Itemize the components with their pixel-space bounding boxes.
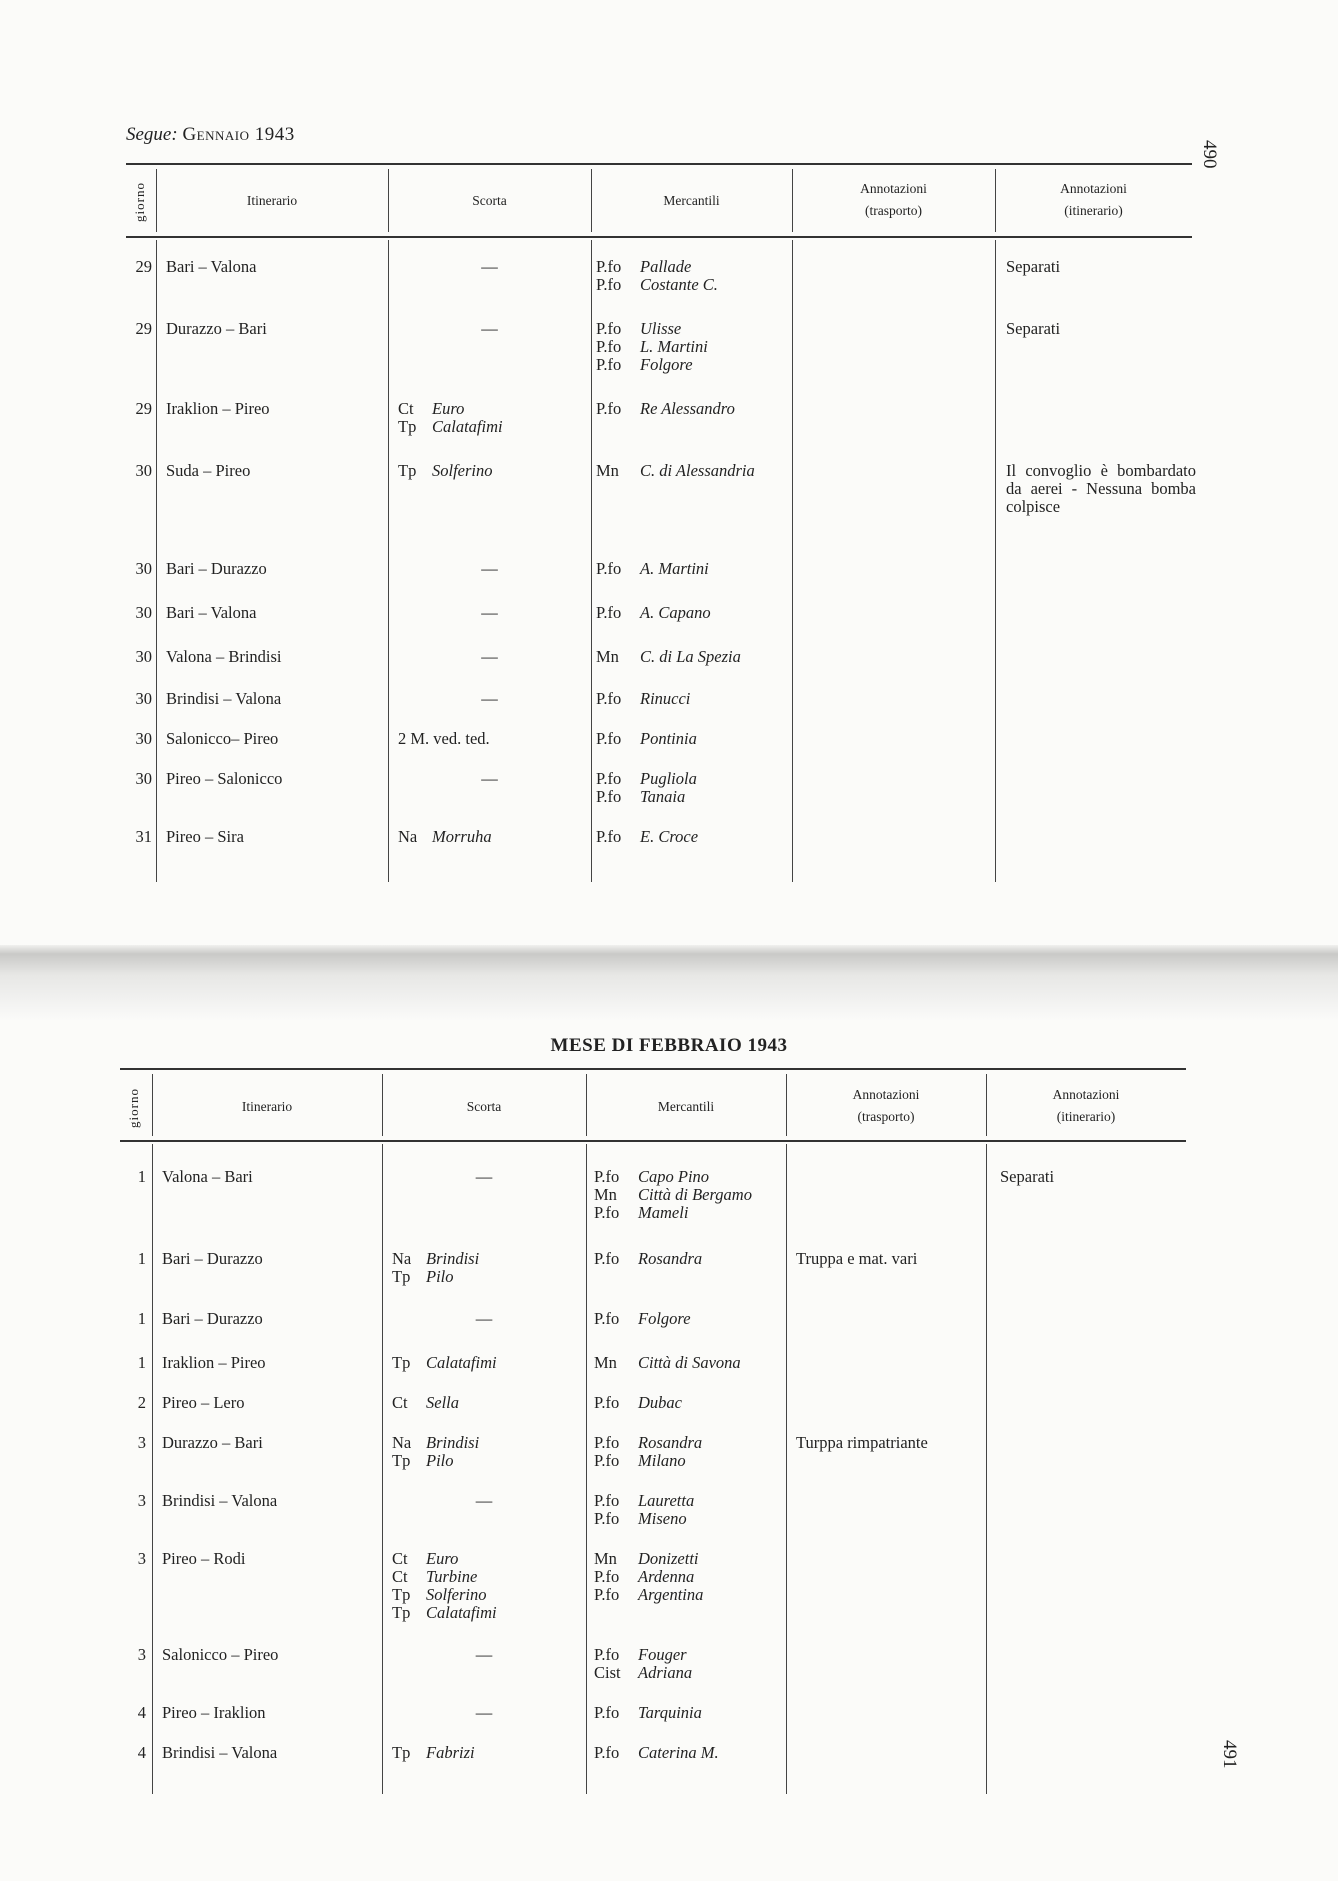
cell-itinerario: Iraklion – Pireo: [162, 1353, 266, 1372]
mercantile-line: [596, 462, 755, 480]
header-mercantili: Mercantili: [657, 1099, 715, 1114]
ship-type: P.fo: [596, 559, 622, 578]
mercantile-line: [594, 1250, 702, 1268]
mercantile-line: [596, 320, 708, 338]
ship-type: P.fo: [594, 1433, 620, 1452]
header-annotazioni-itinerario: [986, 1084, 1186, 1128]
ship-type: Ct: [392, 1567, 408, 1586]
mercantile-line: [596, 788, 697, 806]
ship-name: Mameli: [638, 1203, 689, 1222]
cell-giorno: 30: [135, 603, 152, 622]
ship-type: P.fo: [594, 1509, 620, 1528]
cell-giorno: 30: [135, 769, 152, 788]
mercantile-line: [596, 338, 708, 356]
ship-type: P.fo: [596, 355, 622, 374]
cell-giorno: 30: [135, 461, 152, 480]
cell-giorno: 4: [137, 1703, 146, 1722]
mercantile-line: [594, 1646, 692, 1664]
cell-itinerario: Pireo – Sira: [166, 827, 244, 846]
cell-itinerario: Brindisi – Valona: [162, 1491, 278, 1510]
cell-scorta-dash: —: [481, 603, 498, 622]
scorta-line: [392, 1744, 475, 1762]
column-divider: [792, 240, 793, 882]
mercantile-line: [594, 1550, 703, 1568]
cell-scorta: [392, 1394, 459, 1412]
cell-mercantili: [594, 1492, 694, 1528]
ship-type: P.fo: [594, 1703, 620, 1722]
cell-scorta: [398, 730, 490, 748]
column-divider: [786, 1144, 787, 1794]
ship-type: Ct: [392, 1549, 408, 1568]
cell-mercantili: [596, 648, 741, 666]
header-annotazioni-trasporto: [786, 1084, 986, 1128]
cell-giorno: 29: [135, 399, 152, 418]
mercantile-line: [594, 1664, 692, 1682]
ship-name: Fouger: [638, 1645, 687, 1664]
table-top-rule: [120, 1068, 1186, 1070]
ship-name: Milano: [638, 1451, 686, 1470]
scorta-line: [392, 1394, 459, 1412]
column-divider: [586, 1144, 587, 1794]
cell-giorno: 1: [137, 1249, 146, 1268]
ship-type: Tp: [392, 1267, 411, 1286]
ship-type: Tp: [392, 1353, 411, 1372]
ship-type: P.fo: [594, 1309, 620, 1328]
ship-type: P.fo: [596, 603, 622, 622]
cell-giorno: 3: [137, 1491, 146, 1510]
cell-mercantili: [596, 604, 711, 622]
cell-itinerario: Salonicco – Pireo: [162, 1645, 279, 1664]
ship-name: Rosandra: [638, 1249, 703, 1268]
ship-name: Adriana: [638, 1663, 693, 1682]
ship-name: Brindisi: [426, 1249, 480, 1268]
header-annotazioni-itinerario: [995, 178, 1192, 222]
ship-type: Na: [398, 827, 418, 846]
ship-type: P.fo: [594, 1645, 620, 1664]
cell-mercantili: [594, 1168, 752, 1222]
cell-giorno: 3: [137, 1549, 146, 1568]
running-head-segue: Segue:: [126, 124, 178, 145]
scorta-line: [392, 1550, 497, 1568]
cell-itinerario: Valona – Brindisi: [166, 647, 282, 666]
header-mercantili: Mercantili: [663, 193, 720, 208]
ship-type: P.fo: [596, 827, 622, 846]
running-head-month: Gennaio 1943: [182, 124, 295, 145]
ship-type: P.fo: [594, 1167, 620, 1186]
mercantile-line: [594, 1492, 694, 1510]
header-annotazioni-trasporto-line: Annotazioni: [860, 181, 927, 196]
scorta-line: [398, 828, 492, 846]
ship-type: Mn: [594, 1353, 617, 1372]
page-number-bottom: 491: [1219, 1740, 1240, 1769]
cell-annotazioni-trasporto: Truppa e mat. vari: [796, 1249, 918, 1268]
mercantile-line: [596, 648, 741, 666]
cell-itinerario: Suda – Pireo: [166, 461, 251, 480]
cell-mercantili: [594, 1394, 682, 1412]
cell-giorno: 1: [137, 1353, 146, 1372]
cell-giorno: 30: [135, 689, 152, 708]
cell-mercantili: [596, 730, 697, 748]
cell-mercantili: [596, 770, 697, 806]
ship-name: Fabrizi: [426, 1743, 475, 1762]
ship-type: P.fo: [594, 1491, 620, 1510]
ship-type: P.fo: [594, 1585, 620, 1604]
scorta-line: [392, 1604, 497, 1622]
ship-name: A. Martini: [640, 559, 709, 578]
mercantile-line: [596, 356, 708, 374]
ship-type: P.fo: [594, 1203, 620, 1222]
header-scorta: Scorta: [466, 1099, 502, 1114]
cell-mercantili: [594, 1434, 702, 1470]
scorta-line: [392, 1452, 479, 1470]
cell-annotazioni-itinerario: Separati: [1006, 319, 1061, 338]
cell-mercantili: [594, 1744, 719, 1762]
mercantile-line: [594, 1568, 703, 1586]
cell-giorno: 3: [137, 1645, 146, 1664]
cell-annotazioni-itinerario: Il convoglio è bombardato da aerei - Nessuna bomba colpisce: [1006, 461, 1196, 516]
header-annotazioni-itinerario-line: Annotazioni: [1060, 181, 1127, 196]
ship-type: Na: [392, 1433, 412, 1452]
ship-name: Donizetti: [638, 1549, 699, 1568]
cell-scorta: [392, 1250, 479, 1286]
header-annotazioni-trasporto: [792, 178, 995, 222]
cell-itinerario: Bari – Durazzo: [162, 1249, 263, 1268]
cell-scorta: [392, 1550, 497, 1622]
ship-name: Pontinia: [640, 729, 697, 748]
scorta-line: [398, 462, 493, 480]
ship-name: Città di Bergamo: [638, 1185, 752, 1204]
cell-scorta-dash: —: [481, 559, 498, 578]
scorta-line: [392, 1250, 479, 1268]
ship-name: Lauretta: [638, 1491, 695, 1510]
cell-scorta-dash: —: [481, 769, 498, 788]
cell-itinerario: Durazzo – Bari: [162, 1433, 263, 1452]
ship-name: Sella: [426, 1393, 459, 1412]
ship-name: C. di Alessandria: [640, 461, 755, 480]
ship-name: Rosandra: [638, 1433, 703, 1452]
ship-name: Tanaia: [640, 787, 686, 806]
cell-giorno: 29: [135, 319, 152, 338]
ship-name: Calatafimi: [426, 1353, 497, 1372]
cell-giorno: 1: [137, 1167, 146, 1186]
ship-name: C. di La Spezia: [640, 647, 741, 666]
cell-itinerario: Brindisi – Valona: [166, 689, 282, 708]
header-bottom-rule: [120, 1140, 1186, 1142]
cell-itinerario: Brindisi – Valona: [162, 1743, 278, 1762]
scorta-line: [398, 418, 503, 436]
cell-itinerario: Bari – Valona: [166, 257, 257, 276]
ship-name: Calatafimi: [432, 417, 503, 436]
ship-type: Tp: [392, 1743, 411, 1762]
cell-mercantili: [596, 560, 709, 578]
ship-type: Tp: [392, 1603, 411, 1622]
cell-mercantili: [594, 1704, 702, 1722]
ship-type: Na: [392, 1249, 412, 1268]
header-giorno: giorno: [132, 182, 147, 222]
ship-name: Folgore: [638, 1309, 691, 1328]
escort-text: 2 M. ved. ted.: [398, 729, 490, 748]
cell-scorta: [398, 828, 492, 846]
cell-annotazioni-itinerario: Separati: [1000, 1167, 1055, 1186]
column-divider: [152, 1144, 153, 1794]
cell-mercantili: [594, 1550, 703, 1604]
cell-itinerario: Pireo – Iraklion: [162, 1703, 266, 1722]
column-divider: [591, 240, 592, 882]
ship-name: Pugliola: [640, 769, 697, 788]
header-itinerario: Itinerario: [246, 193, 298, 208]
ship-type: Ct: [392, 1393, 408, 1412]
cell-itinerario: Bari – Valona: [166, 603, 257, 622]
ship-type: Tp: [398, 417, 417, 436]
mercantile-line: [594, 1354, 741, 1372]
ship-name: Dubac: [638, 1393, 682, 1412]
ship-type: P.fo: [596, 769, 622, 788]
cell-scorta: [398, 462, 493, 480]
header-bottom-rule: [126, 236, 1192, 238]
ship-name: Argentina: [638, 1585, 704, 1604]
ship-type: Mn: [596, 461, 619, 480]
cell-itinerario: Iraklion – Pireo: [166, 399, 270, 418]
cell-itinerario: Durazzo – Bari: [166, 319, 267, 338]
page-number-top: 490: [1199, 140, 1220, 169]
table-top-rule: [126, 163, 1192, 165]
cell-giorno: 3: [137, 1433, 146, 1452]
cell-giorno: 4: [137, 1743, 146, 1762]
cell-giorno: 30: [135, 559, 152, 578]
header-annotazioni-trasporto-line: (trasporto): [865, 203, 922, 218]
cell-itinerario: Pireo – Rodi: [162, 1549, 246, 1568]
cell-scorta: [398, 400, 503, 436]
mercantile-line: [596, 770, 697, 788]
cell-giorno: 30: [135, 729, 152, 748]
ship-name: Pilo: [426, 1451, 454, 1470]
scorta-line: [392, 1354, 497, 1372]
column-divider: [382, 1144, 383, 1794]
ship-type: Mn: [596, 647, 619, 666]
mercantile-line: [594, 1586, 703, 1604]
ship-name: Rinucci: [640, 689, 691, 708]
ship-name: Euro: [432, 399, 465, 418]
header-annotazioni-itinerario-line: (itinerario): [1064, 203, 1123, 218]
ship-name: Ardenna: [638, 1567, 695, 1586]
ship-type: P.fo: [596, 729, 622, 748]
cell-annotazioni-trasporto: Turppa rimpatriante: [796, 1433, 928, 1452]
ship-type: P.fo: [596, 337, 622, 356]
mercantile-line: [596, 400, 735, 418]
header-annotazioni-trasporto-line: Annotazioni: [852, 1087, 920, 1102]
ship-type: P.fo: [596, 319, 622, 338]
scorta-line: [392, 1434, 479, 1452]
cell-itinerario: Pireo – Lero: [162, 1393, 245, 1412]
ship-type: Tp: [398, 461, 417, 480]
ship-name: Calatafimi: [426, 1603, 497, 1622]
ship-name: Capo Pino: [638, 1167, 710, 1186]
ship-type: Tp: [392, 1451, 411, 1470]
scorta-line: [398, 730, 490, 748]
cell-scorta-dash: —: [481, 319, 498, 338]
cell-mercantili: [596, 258, 718, 294]
cell-scorta-dash: —: [481, 647, 498, 666]
cell-mercantili: [596, 320, 708, 374]
ship-name: Miseno: [638, 1509, 687, 1528]
month-title: MESE DI FEBBRAIO 1943: [550, 1035, 788, 1056]
mercantile-line: [596, 560, 709, 578]
ship-name: A. Capano: [640, 603, 711, 622]
ship-type: P.fo: [596, 689, 622, 708]
header-annotazioni-itinerario-line: Annotazioni: [1052, 1087, 1120, 1102]
ship-type: Tp: [392, 1585, 411, 1604]
ship-name: Turbine: [426, 1567, 478, 1586]
cell-scorta-dash: —: [475, 1645, 493, 1664]
ship-type: P.fo: [594, 1451, 620, 1470]
scorta-line: [392, 1268, 479, 1286]
cell-scorta-dash: —: [475, 1309, 493, 1328]
header-giorno: giorno: [126, 1088, 141, 1128]
cell-mercantili: [596, 690, 690, 708]
cell-giorno: 30: [135, 647, 152, 666]
ship-type: P.fo: [596, 275, 622, 294]
ship-name: Caterina M.: [638, 1743, 719, 1762]
mercantile-line: [594, 1394, 682, 1412]
mercantile-line: [594, 1744, 719, 1762]
ship-type: Mn: [594, 1185, 617, 1204]
running-head: [126, 124, 295, 146]
ship-name: Re Alessandro: [640, 399, 735, 418]
cell-giorno: 29: [135, 257, 152, 276]
cell-mercantili: [596, 400, 735, 418]
mercantile-line: [594, 1452, 702, 1470]
cell-mercantili: [594, 1354, 741, 1372]
ship-type: Ct: [398, 399, 414, 418]
cell-scorta: [392, 1744, 475, 1762]
column-divider: [986, 1144, 987, 1794]
header-annotazioni-trasporto-line: (trasporto): [857, 1109, 915, 1124]
ship-name: E. Croce: [640, 827, 699, 846]
cell-annotazioni-itinerario: Separati: [1006, 257, 1061, 276]
ship-name: Folgore: [640, 355, 693, 374]
cell-giorno: 2: [137, 1393, 146, 1412]
ship-name: Pilo: [426, 1267, 454, 1286]
ship-name: Brindisi: [426, 1433, 480, 1452]
ship-type: P.fo: [596, 257, 622, 276]
page-fold-shadow: [0, 945, 1338, 1020]
cell-mercantili: [596, 828, 698, 846]
ship-name: Solferino: [426, 1585, 487, 1604]
header-annotazioni-itinerario-line: (itinerario): [1056, 1109, 1116, 1124]
ship-type: P.fo: [596, 787, 622, 806]
mercantile-line: [594, 1204, 752, 1222]
ship-type: P.fo: [594, 1249, 620, 1268]
scorta-line: [392, 1568, 497, 1586]
mercantile-line: [594, 1186, 752, 1204]
scorta-line: [392, 1586, 497, 1604]
ship-name: Pallade: [640, 257, 692, 276]
ship-type: Mn: [594, 1549, 617, 1568]
header-scorta: Scorta: [472, 193, 507, 208]
cell-itinerario: Salonicco– Pireo: [166, 729, 279, 748]
mercantile-line: [596, 604, 711, 622]
ship-type: P.fo: [594, 1567, 620, 1586]
ship-type: P.fo: [594, 1393, 620, 1412]
cell-mercantili: [594, 1646, 692, 1682]
header-itinerario: Itinerario: [241, 1099, 293, 1114]
cell-itinerario: Bari – Durazzo: [162, 1309, 263, 1328]
cell-itinerario: Bari – Durazzo: [166, 559, 267, 578]
cell-scorta-dash: —: [475, 1167, 493, 1186]
ship-name: Città di Savona: [638, 1353, 741, 1372]
ship-name: Solferino: [432, 461, 493, 480]
ship-type: P.fo: [594, 1743, 620, 1762]
cell-giorno: 31: [135, 827, 152, 846]
column-divider: [995, 240, 996, 882]
cell-giorno: 1: [137, 1309, 146, 1328]
mercantile-line: [594, 1434, 702, 1452]
ship-name: Euro: [426, 1549, 459, 1568]
ship-name: Morruha: [432, 827, 492, 846]
cell-itinerario: Valona – Bari: [162, 1167, 253, 1186]
ship-name: Ulisse: [640, 319, 682, 338]
ship-name: L. Martini: [640, 337, 708, 356]
cell-scorta: [392, 1434, 479, 1470]
cell-scorta: [392, 1354, 497, 1372]
mercantile-line: [596, 258, 718, 276]
scorta-line: [398, 400, 503, 418]
ship-type: Cist: [594, 1663, 621, 1682]
mercantile-line: [596, 828, 698, 846]
cell-scorta-dash: —: [481, 257, 498, 276]
ship-name: Costante C.: [640, 275, 718, 294]
mercantile-line: [596, 690, 690, 708]
cell-scorta-dash: —: [475, 1491, 493, 1510]
column-divider: [156, 240, 157, 882]
mercantile-line: [594, 1704, 702, 1722]
mercantile-line: [594, 1310, 691, 1328]
cell-itinerario: Pireo – Salonicco: [166, 769, 283, 788]
mercantile-line: [596, 730, 697, 748]
cell-scorta-dash: —: [475, 1703, 493, 1722]
mercantile-line: [594, 1168, 752, 1186]
mercantile-line: [596, 276, 718, 294]
cell-mercantili: [594, 1310, 691, 1328]
mercantile-line: [594, 1510, 694, 1528]
ship-name: Tarquinia: [638, 1703, 702, 1722]
cell-scorta-dash: —: [481, 689, 498, 708]
cell-mercantili: [594, 1250, 702, 1268]
cell-mercantili: [596, 462, 755, 480]
ship-type: P.fo: [596, 399, 622, 418]
